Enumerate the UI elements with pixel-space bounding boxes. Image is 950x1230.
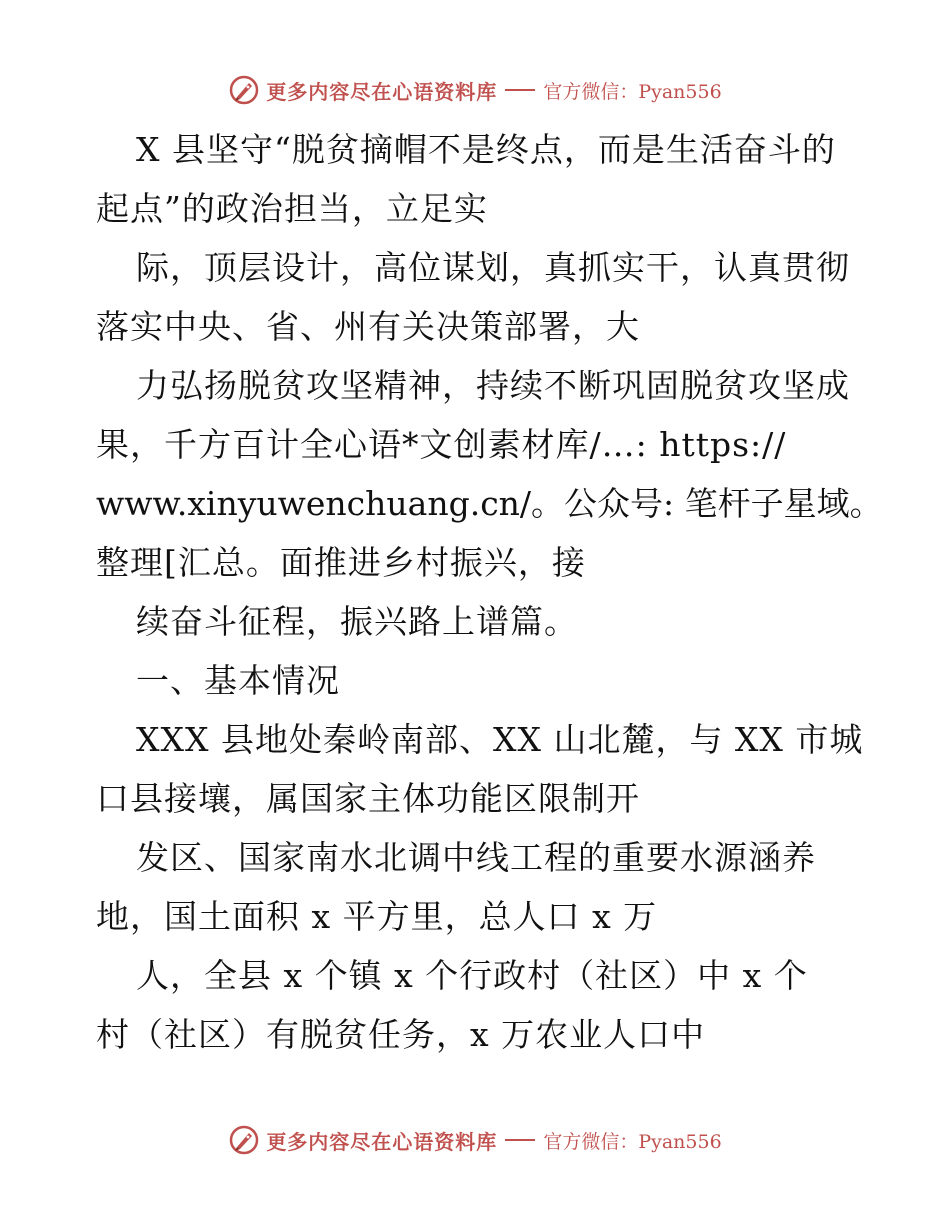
watermark-main-text: 更多内容尽在心语资料库 (266, 79, 498, 104)
watermark-main-text: 更多内容尽在心语资料库 (266, 1129, 498, 1154)
watermark-dash (505, 1139, 535, 1141)
pen-nib-logo-icon (228, 74, 260, 106)
paragraph-line: 际，顶层设计，高位谋划，真抓实干，认真贯彻 (136, 248, 850, 287)
paragraph-line: 起点”的政治担当，立足实 (96, 189, 488, 228)
paragraph-line: 人，全县 x 个镇 x 个行政村（社区）中 x 个 (136, 956, 808, 995)
pen-nib-logo-icon (228, 1124, 260, 1156)
watermark-dash (505, 89, 535, 91)
paragraph-line: 整理[汇总。面推进乡村振兴，接 (96, 543, 586, 582)
paragraph-line: 续奋斗征程，振兴路上谱篇。 (136, 602, 578, 641)
watermark-wechat-text: 官方微信：Pyan556 (543, 80, 722, 103)
paragraph-line: XXX 县地处秦岭南部、XX 山北麓，与 XX 市城 (136, 720, 864, 759)
paragraph-line: X 县坚守“脱贫摘帽不是终点，而是生活奋斗的 (136, 130, 836, 169)
paragraph-line: 口县接壤，属国家主体功能区限制开 (96, 779, 640, 818)
header-watermark-banner (0, 70, 950, 110)
section-heading: 一、基本情况 (136, 661, 340, 700)
paragraph-line: 果，千方百计全心语*文创素材库/…: https:// (96, 425, 787, 464)
footer-watermark-banner (0, 1120, 950, 1160)
watermark-wechat-text: 官方微信：Pyan556 (543, 1130, 722, 1153)
paragraph-line: www.xinyuwenchuang.cn/。公众号: 笔杆子星域。 (96, 484, 883, 523)
paragraph-line: 村（社区）有脱贫任务，x 万农业人口中 (96, 1015, 706, 1054)
document-body (96, 120, 883, 1064)
paragraph-line: 落实中央、省、州有关决策部署，大 (96, 307, 640, 346)
paragraph-line: 地，国土面积 x 平方里，总人口 x 万 (96, 897, 658, 936)
paragraph-line: 力弘扬脱贫攻坚精神，持续不断巩固脱贫攻坚成 (136, 366, 850, 405)
paragraph-line: 发区、国家南水北调中线工程的重要水源涵养 (136, 838, 816, 877)
